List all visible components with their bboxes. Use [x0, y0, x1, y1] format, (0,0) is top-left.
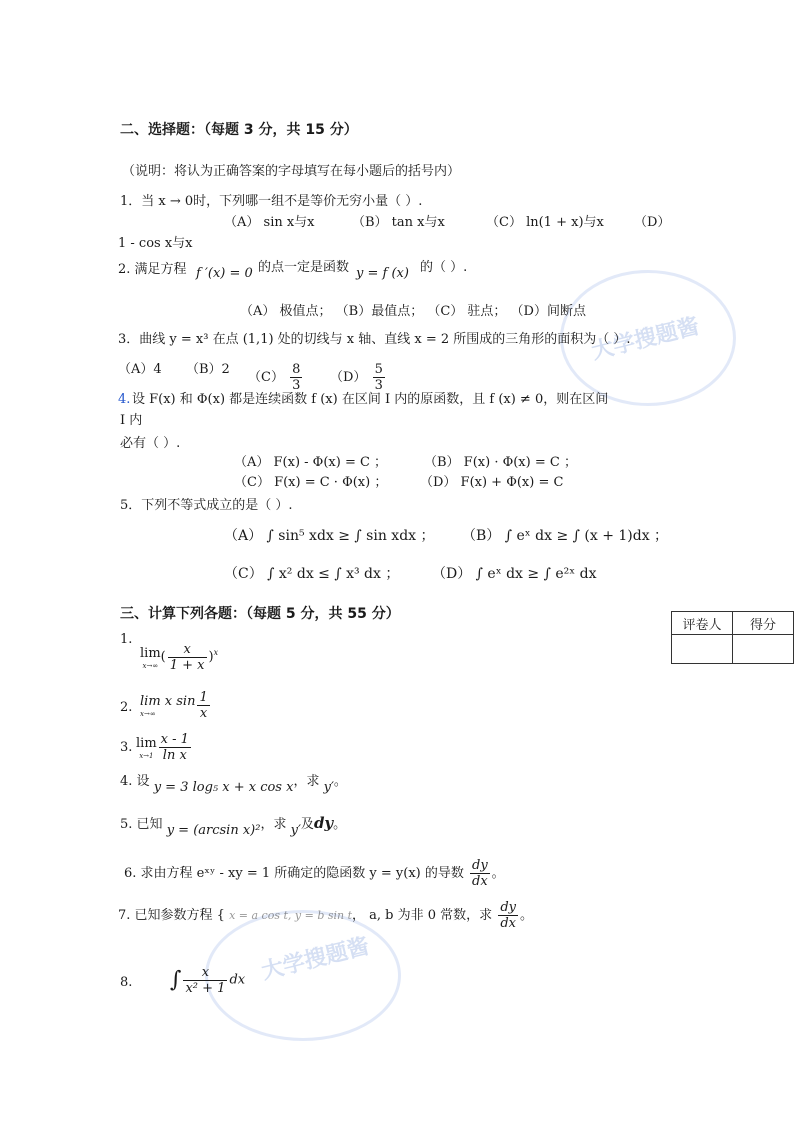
q4-number: 4.: [118, 392, 131, 407]
q5-option-a: （A） ∫ sin⁵ xdx ≥ ∫ sin xdx ；: [224, 528, 435, 544]
s3-q7-frac-num: dy: [500, 900, 516, 915]
s3-q4-end: 。: [333, 774, 347, 789]
q3-option-c: [248, 362, 304, 393]
s3-q7-text: 7. 已知参数方程 {: [118, 908, 225, 923]
q3-option-d: [330, 362, 387, 393]
s3-q6-frac-num: dy: [472, 858, 488, 873]
q4-option-a: （A） F(x) - Φ(x) = C ；: [234, 455, 388, 470]
q3-option-b: （B）2: [186, 362, 230, 377]
s3-q6: [124, 858, 505, 889]
s3-q1-lim-sub: x→∞: [142, 661, 159, 670]
s3-q6-text: 6. 求由方程 eˣʸ - xy = 1 所确定的隐函数 y = y(x) 的导数: [124, 866, 464, 881]
s3-q7-mid: ， a, b 为非 0 常数，求: [352, 908, 493, 923]
s3-q7-end: 。: [519, 908, 533, 923]
q1-option-d-text: 1 - cos x与x: [118, 236, 193, 251]
s3-q2-frac-den: x: [197, 705, 209, 721]
score-cell[interactable]: [733, 635, 794, 664]
s3-q3-number: 3.: [120, 740, 133, 755]
s3-q1-fraction: [168, 642, 207, 673]
s3-q6-frac-den: dx: [470, 873, 490, 889]
watermark-bottom: 大学搜题酱: [259, 934, 372, 985]
q1-option-b: （B） tan x与x: [352, 215, 445, 230]
s3-q3-fraction: [159, 732, 191, 763]
s3-q8-frac-den: x² + 1: [185, 981, 226, 996]
s3-q2-lim: lim x sin: [140, 693, 196, 709]
q5-stem: 5．下列不等式成立的是（ ）.: [120, 498, 293, 513]
s3-q5-end: 。: [333, 817, 347, 832]
s3-q8-number: 8.: [120, 975, 133, 990]
s3-q8-fraction: [183, 965, 227, 996]
s3-q5-dy: dy: [313, 814, 334, 832]
s3-q5-y: y′: [290, 823, 301, 838]
q3-stem: 3．曲线 y = x³ 在点 (1,1) 处的切线与 x 轴、直线 x = 2 所围成的三角形的面积为（ ）.: [118, 332, 631, 347]
s3-q3-expression: [136, 732, 193, 763]
q3-option-d-label: （D）: [330, 370, 367, 385]
section2-note: （说明：将认为正确答案的字母填写在每小题后的括号内）: [122, 164, 461, 179]
s3-q2-frac-num: 1: [199, 690, 208, 705]
section2-title: 二、选择题：（每题 3 分，共 15 分）: [120, 122, 358, 138]
s3-q4-label: 4. 设: [120, 774, 150, 789]
s3-q6-fraction: [470, 858, 490, 889]
q2-stem-b: 的点一定是函数: [258, 260, 350, 275]
s3-q8-integral: ∫: [170, 967, 182, 993]
s3-q2-expression: [140, 690, 212, 721]
score-table: [671, 611, 794, 664]
s3-q3-lim-sub: x→1: [139, 751, 154, 760]
s3-q4-tail: ，求: [293, 774, 320, 789]
s3-q1-frac-num: x: [183, 642, 191, 657]
q4-stem-3: 必有（ ）.: [120, 436, 181, 451]
q5-option-b: （B） ∫ eˣ dx ≥ ∫ (x + 1)dx ；: [462, 528, 669, 544]
q1-option-d-label: （D）: [634, 215, 671, 230]
q1-stem: 1．当 x → 0时，下列哪一组不是等价无穷小量（ ）.: [120, 194, 423, 209]
q1-option-c: （C） ln(1 + x)与x: [486, 215, 604, 230]
q2-stem-a: 2. 满足方程: [118, 262, 187, 277]
s3-q8-dx: dx: [229, 972, 246, 988]
q3-c-num: 8: [292, 362, 301, 377]
q3-option-a: （A）4: [118, 362, 162, 377]
q2-equation: f ′(x) = 0: [196, 266, 253, 281]
s3-q2-lim-sub: x→∞: [140, 709, 156, 718]
q3-option-c-fraction: [290, 362, 302, 393]
q4-option-d: （D） F(x) + Φ(x) = C: [420, 475, 564, 490]
s3-q5-tail: ，求: [260, 817, 287, 832]
s3-q7-frac-den: dx: [498, 915, 518, 931]
s3-q7: [118, 900, 533, 931]
s3-q8-expression: [170, 965, 245, 996]
s3-q7-system: x = a cos t, y = b sin t: [229, 909, 353, 922]
s3-q1-lim: lim: [140, 645, 161, 661]
s3-q5-equation: y = (arcsin x)²: [166, 823, 261, 838]
s3-q4-equation: y = 3 log₅ x + x cos x: [153, 780, 294, 795]
s3-q1-lim-block: [140, 646, 161, 670]
q3-d-num: 5: [374, 362, 383, 377]
q4-stem-2: I 内: [120, 413, 143, 428]
s3-q7-fraction: [498, 900, 518, 931]
s3-q4: [120, 774, 347, 795]
q4-option-c: （C） F(x) = C · Φ(x) ；: [234, 475, 388, 490]
s3-q5: [120, 814, 347, 838]
q4-stem-1: 设 F(x) 和 Φ(x) 都是连续函数 f (x) 在区间 I 内的原函数，且 f (x) ≠ 0，则在区间: [132, 392, 609, 407]
q1-option-a: （A） sin x与x: [224, 215, 315, 230]
q3-d-den: 3: [374, 378, 383, 393]
s3-q1-frac-den: 1 + x: [169, 658, 205, 673]
s3-q1-expression: lim x→∞ ( $\frac{x}{1 + x}$ )$^x$: [140, 642, 219, 673]
s3-q2-lim-block: [140, 694, 195, 718]
s3-q5-and: 及: [300, 817, 314, 832]
s3-q3-lim-block: [136, 736, 157, 760]
s3-q1-exponent: x: [213, 648, 219, 657]
s3-q4-y: y′: [323, 780, 334, 795]
q3-option-c-label: （C）: [248, 370, 284, 385]
watermark-top: 大学搜题酱: [589, 314, 702, 365]
grader-header: 评卷人: [672, 612, 733, 635]
q3-c-den: 3: [292, 378, 301, 393]
q4-option-b: （B） F(x) · Φ(x) = C ；: [424, 455, 577, 470]
s3-q3-frac-num: x - 1: [160, 732, 189, 747]
s3-q6-end: 。: [491, 866, 505, 881]
q2-options: （A） 极值点； （B）最值点； （C） 驻点； （D）间断点: [240, 304, 586, 319]
s3-q2-fraction: [197, 690, 209, 721]
score-header: 得分: [733, 612, 794, 635]
s3-q8-frac-num: x: [201, 965, 210, 980]
s3-q3-lim: lim: [136, 735, 157, 751]
s3-q5-label: 5. 已知: [120, 817, 163, 832]
q2-function: y = f (x): [356, 266, 409, 281]
q5-option-c: （C） ∫ x² dx ≤ ∫ x³ dx ；: [224, 566, 400, 582]
s3-q3-frac-den: ln x: [159, 747, 191, 763]
q3-option-d-fraction: [373, 362, 385, 393]
section3-title: 三、计算下列各题：（每题 5 分，共 55 分）: [120, 606, 400, 622]
grader-cell[interactable]: [672, 635, 733, 664]
s3-q1-number: 1.: [120, 632, 133, 647]
q2-stem-c: 的（ ）.: [420, 260, 468, 275]
q5-option-d: （D） ∫ eˣ dx ≥ ∫ e²ˣ dx: [432, 566, 597, 582]
s3-q2-number: 2.: [120, 700, 133, 715]
